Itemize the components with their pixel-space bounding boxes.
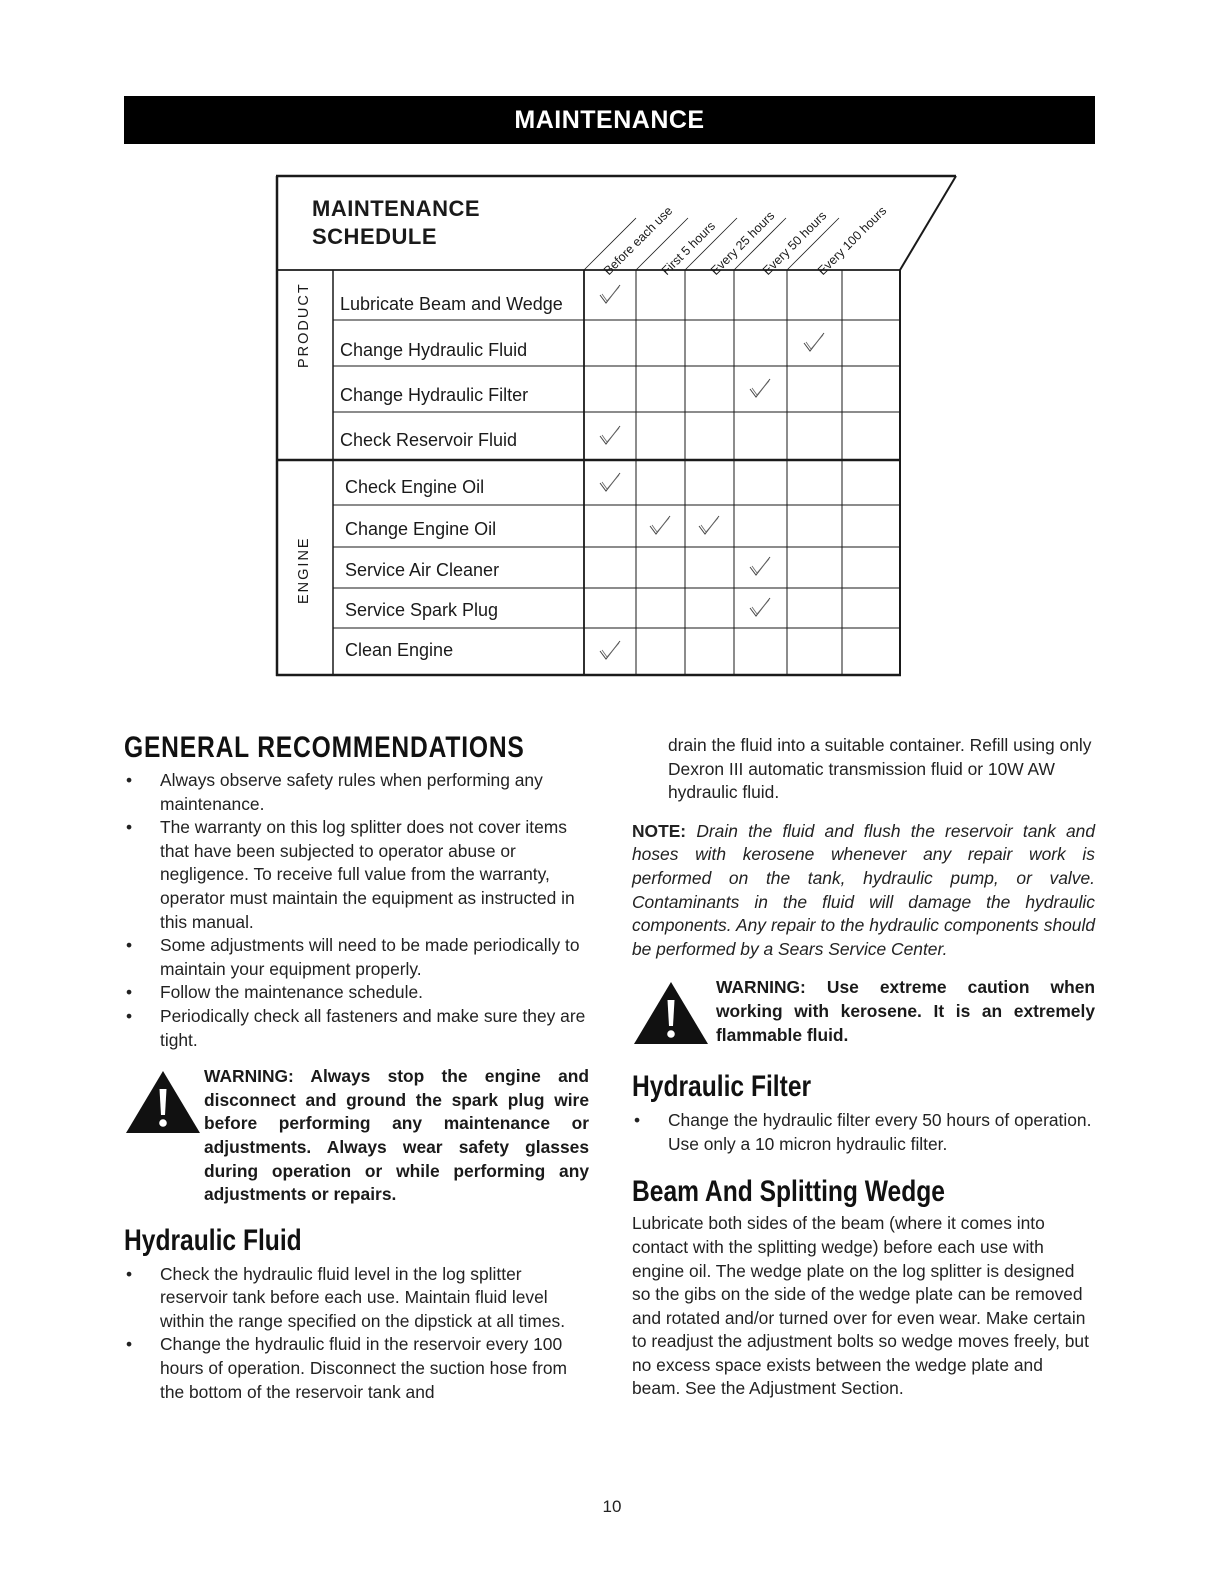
general-recommendations-list (124, 769, 589, 1052)
section-banner: MAINTENANCE (124, 96, 1095, 144)
list-item: • Change the hydraulic filter every 50 hours of operation. Use only a 10 micron hydraulic filter. (632, 1109, 1095, 1156)
left-column (124, 730, 589, 1404)
page-number: 10 (602, 1497, 622, 1516)
checkmark-icon (801, 330, 827, 356)
checkmark-icon (696, 513, 722, 539)
schedule-title-line2: SCHEDULE (312, 224, 438, 249)
task-label: Lubricate Beam and Wedge (340, 294, 563, 314)
note-text: Drain the fluid and flush the reservoir tank and hoses with kerosene whenever any repair work is performed on the tank, hydraulic pump, or valve. Contaminants in the fluid will damage the hydraulic components. Any repair to the hydraulic components should be performed by a Sears Service Center. (632, 820, 1095, 959)
warning-triangle-icon (124, 1069, 202, 1135)
warning-triangle-icon (632, 980, 710, 1046)
list-item: • Follow the maintenance schedule. (124, 981, 589, 1005)
task-label: Clean Engine (345, 640, 454, 660)
task-label: Check Reservoir Fluid (340, 430, 518, 450)
list-item: • The warranty on this log splitter does not cover items that have been subjected to operator abuse or negligence. To receive full value from the warranty, operator must maintain the equipment as instructed in this manual. (124, 816, 589, 934)
engine-warning-text: WARNING: Always stop the engine and disconnect and ground the spark plug wire before performing any maintenance or adjustments. Always wear safety glasses during operation or while performing any adjustments or repairs. (204, 1066, 589, 1205)
checkmark-icon (647, 513, 673, 539)
checkmark-icon (747, 376, 773, 402)
list-item: • Periodically check all fasteners and make sure they are tight. (124, 1005, 589, 1052)
hydraulic-filter-heading: Hydraulic Filter (632, 1070, 812, 1104)
interval-header: Every 25 hours (708, 208, 778, 278)
kerosene-warning (632, 976, 1095, 1047)
task-label: Change Engine Oil (345, 519, 497, 539)
interval-header: Every 50 hours (760, 208, 830, 278)
schedule-grid (0, 0, 1224, 700)
note-label: NOTE: (632, 820, 687, 841)
task-label: Check Engine Oil (345, 477, 485, 497)
task-label: Service Air Cleaner (345, 560, 500, 580)
engine-warning (124, 1065, 589, 1207)
checkmark-icon (597, 470, 623, 496)
kerosene-warning-text: WARNING: Use extreme caution when working with kerosene. It is an extremely flammable fluid. (716, 977, 1095, 1045)
list-item: • Change the hydraulic fluid in the reservoir every 100 hours of operation. Disconnect the suction hose from the bottom of the reservoir tank and (124, 1333, 589, 1404)
task-label: Service Spark Plug (345, 600, 499, 620)
hydraulic-fluid-list (124, 1263, 589, 1405)
checkmark-icon (747, 595, 773, 621)
schedule-title-line1: MAINTENANCE (312, 196, 481, 221)
checkmark-icon (747, 554, 773, 580)
checkmark-icon (597, 282, 623, 308)
list-item: • Check the hydraulic fluid level in the log splitter reservoir tank before each use. Maintain fluid level within the range specified on the dipstick at all times. (124, 1263, 589, 1334)
hydraulic-filter-list (632, 1109, 1095, 1156)
kerosene-note (632, 820, 1095, 962)
interval-header: First 5 hours (659, 218, 719, 278)
right-column (632, 730, 1095, 1401)
task-label: Change Hydraulic Fluid (340, 340, 528, 360)
task-label: Change Hydraulic Filter (340, 385, 529, 405)
beam-wedge-text: Lubricate both sides of the beam (where it comes into contact with the splitting wedge) before each use with engine oil. The wedge plate on the log splitter is designed so the gibs on the side of the wedge plate can be removed and rotated and/or turned over for even wear. Make certain to readjust the adjustment bolts so wedge moves freely, but no excess space exists between the wedge plate and beam. See the Adjustment Section. (632, 1213, 1089, 1399)
checkmark-icon (597, 638, 623, 664)
general-recommendations-heading: GENERAL RECOMMENDATIONS (124, 731, 525, 764)
beam-wedge-heading: Beam And Splitting Wedge (632, 1175, 945, 1209)
interval-header: Before each use (601, 203, 676, 278)
hydraulic-fluid-heading: Hydraulic Fluid (124, 1223, 302, 1257)
group-label-engine: ENGINE (296, 536, 312, 604)
interval-header: Every 100 hours (815, 203, 890, 278)
list-item: • Some adjustments will need to be made periodically to maintain your equipment properly. (124, 934, 589, 981)
list-item: • Always observe safety rules when performing any maintenance. (124, 769, 589, 816)
group-label-product: PRODUCT (296, 282, 312, 368)
checkmark-icon (597, 423, 623, 449)
hydraulic-fluid-continued: drain the fluid into a suitable container. Refill using only Dexron III automatic transmission fluid or 10W AW hydraulic fluid. (668, 735, 1092, 803)
